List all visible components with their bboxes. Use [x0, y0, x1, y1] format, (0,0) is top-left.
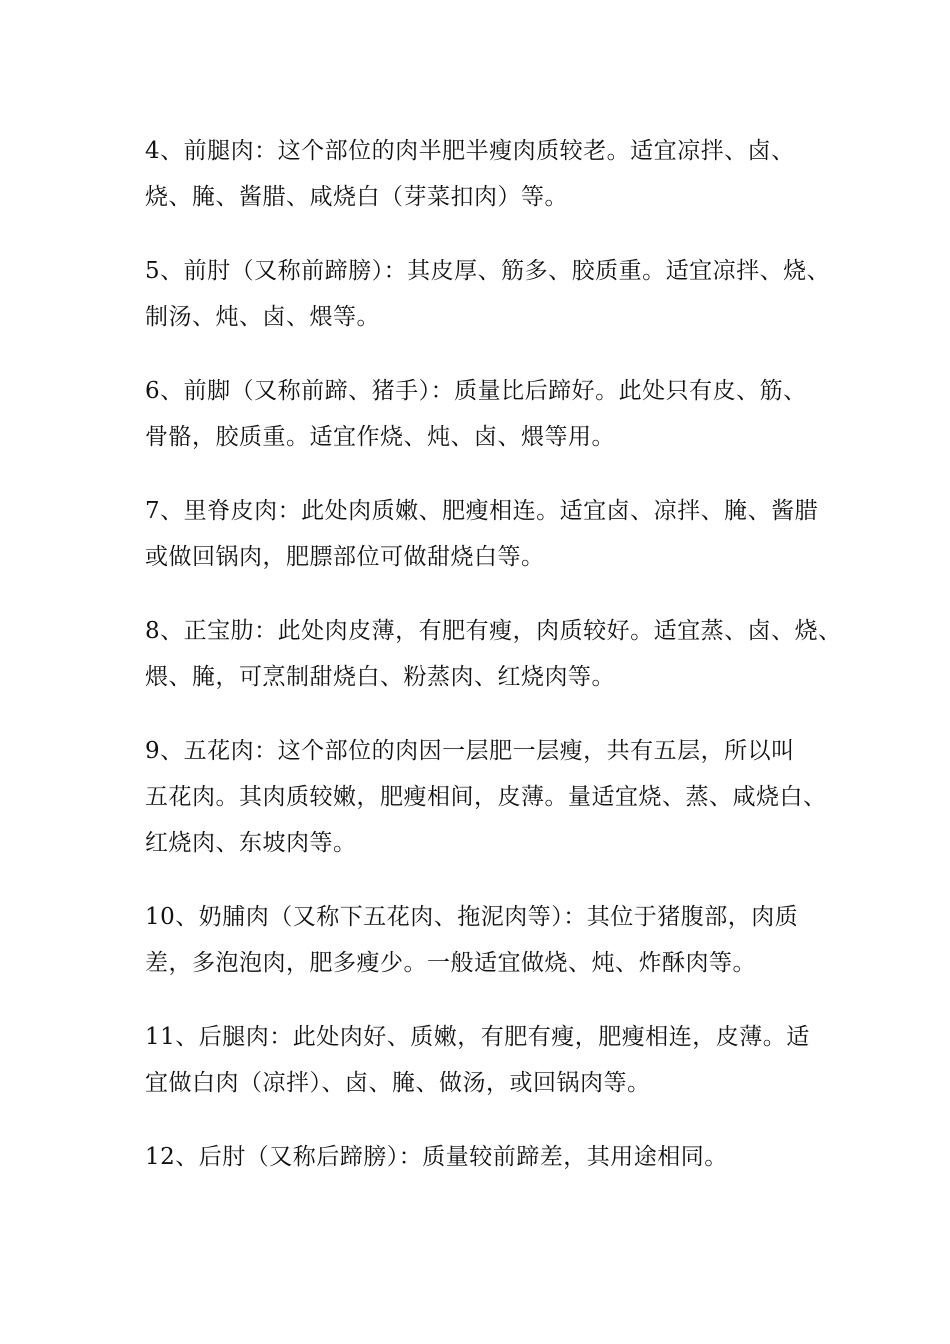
text-line: 5、前肘（又称前蹄膀）：其皮厚、筋多、胶质重。适宜凉拌、烧、 — [145, 258, 831, 284]
paragraph-hind-leg-meat — [145, 1014, 830, 1106]
text-line: 宜做白肉（凉拌）、卤、腌、做汤，或回锅肉等。 — [145, 1070, 651, 1096]
paragraph-rib-meat — [145, 608, 842, 700]
text-line: 或做回锅肉，肥膘部位可做甜烧白等。 — [145, 544, 545, 570]
text-line: 差，多泡泡肉，肥多瘦少。一般适宜做烧、炖、炸酥肉等。 — [145, 950, 756, 976]
text-line: 骨骼，胶质重。适宜作烧、炖、卤、煨等用。 — [145, 424, 615, 450]
text-line: 12、后肘（又称后蹄膀）：质量较前蹄差，其用途相同。 — [145, 1144, 728, 1170]
text-line: 红烧肉、东坡肉等。 — [145, 830, 357, 856]
paragraph-hind-hock — [145, 1134, 830, 1180]
paragraph-front-leg-meat — [145, 128, 830, 220]
paragraph-lower-belly — [145, 894, 830, 986]
document-body — [145, 128, 842, 1208]
text-line: 烧、腌、酱腊、咸烧白（芽菜扣肉）等。 — [145, 184, 568, 210]
paragraph-front-hock — [145, 248, 830, 340]
text-line: 10、奶脯肉（又称下五花肉、拖泥肉等）：其位于猪腹部，肉质 — [145, 904, 799, 930]
text-line: 11、后腿肉：此处肉好、质嫩，有肥有瘦，肥瘦相连，皮薄。适 — [145, 1024, 810, 1050]
text-line: 7、里脊皮肉：此处肉质嫩、肥瘦相连。适宜卤、凉拌、腌、酱腊 — [145, 498, 819, 524]
text-line: 4、前腿肉：这个部位的肉半肥半瘦肉质较老。适宜凉拌、卤、 — [145, 138, 795, 164]
paragraph-pork-belly — [145, 728, 830, 866]
paragraph-front-feet — [145, 368, 830, 460]
text-line: 8、正宝肋：此处肉皮薄，有肥有瘦，肉质较好。适宜蒸、卤、烧、 — [145, 618, 842, 644]
text-line: 9、五花肉：这个部位的肉因一层肥一层瘦，共有五层，所以叫 — [145, 738, 795, 764]
paragraph-tenderloin-skin-meat — [145, 488, 830, 580]
text-line: 制汤、炖、卤、煨等。 — [145, 304, 380, 330]
text-line: 6、前脚（又称前蹄、猪手）：质量比后蹄好。此处只有皮、筋、 — [145, 378, 807, 404]
text-line: 五花肉。其肉质较嫩，肥瘦相间，皮薄。量适宜烧、蒸、咸烧白、 — [145, 784, 827, 810]
text-line: 煨、腌，可烹制甜烧白、粉蒸肉、红烧肉等。 — [145, 664, 615, 690]
